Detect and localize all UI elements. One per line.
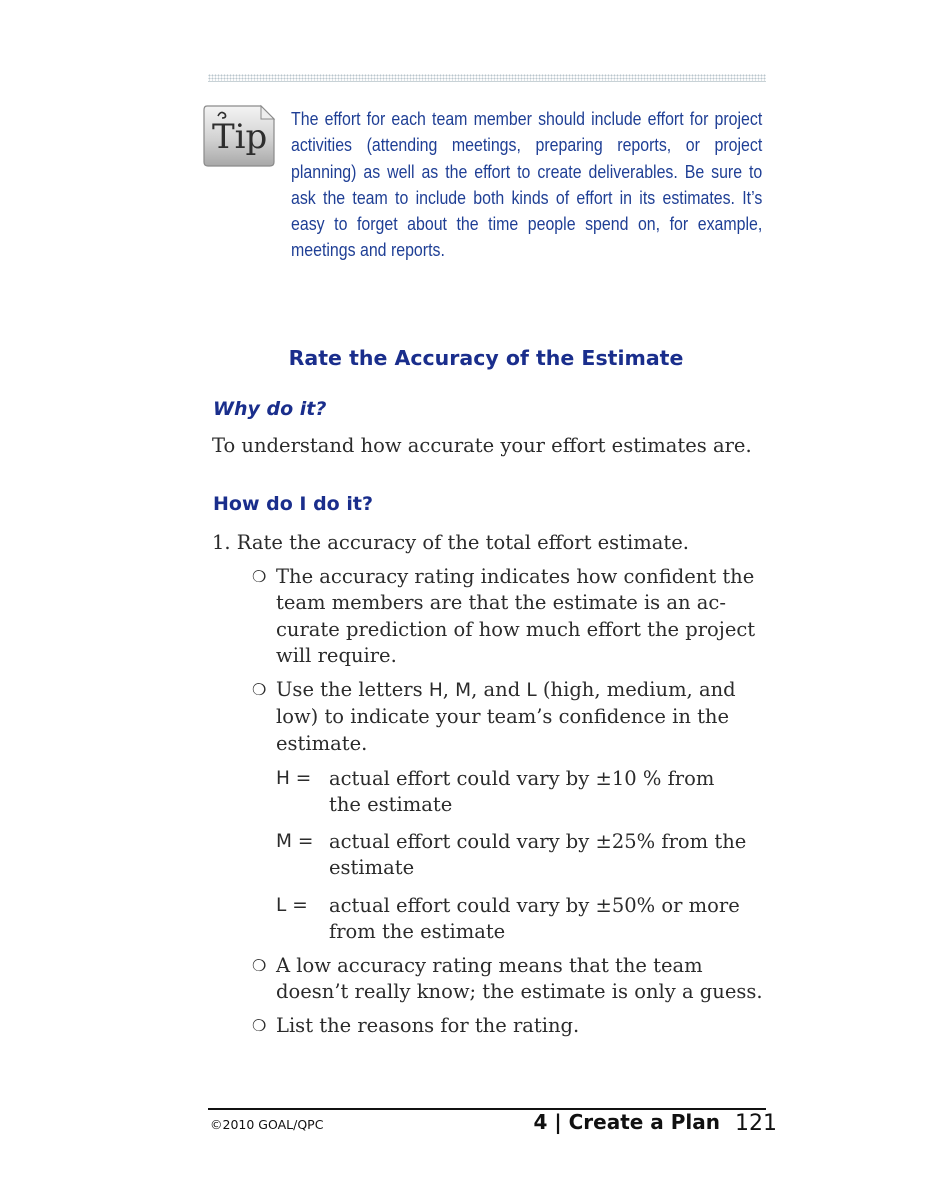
svg-text:Tip: Tip (212, 117, 268, 157)
tip-icon (201, 103, 277, 169)
definition-value: actual effort could vary by ±10 % from the estimate (329, 767, 715, 817)
list-item (252, 564, 757, 670)
definition-key: M = (276, 831, 314, 852)
bullet-icon: ❍ (252, 680, 267, 699)
top-rule-line (208, 81, 766, 82)
bullet-text-letters: Use the letters H, M, and L (high, medium, and low) to indicate your team’s confidence in the estimate. (276, 678, 736, 755)
how-heading: How do I do it? (213, 493, 373, 515)
definition-key: L = (276, 895, 308, 916)
bullet-icon: ❍ (252, 567, 267, 586)
bullet-icon: ❍ (252, 1016, 267, 1035)
bullet-text-reasons: List the reasons for the rating. (276, 1014, 580, 1037)
step-1: 1. Rate the accuracy of the total effort estimate. (212, 531, 689, 554)
why-text: To understand how accurate your effort estimates are. (212, 434, 752, 457)
definition-low (276, 893, 746, 946)
tip-text: The effort for each team member should include effort for project activities (attending meetings, preparing reports, or project planning) as well as the effort to create deliverables. Be sure to ask the team to include both kinds of effort in its estimates. It’s easy to forget about the time people spend on, for example, meetings and reports. (291, 108, 763, 261)
definition-high (276, 766, 746, 819)
copyright: ©2010 GOAL/QPC (210, 1117, 324, 1132)
list-item (252, 1013, 767, 1039)
list-item (252, 677, 757, 757)
definition-medium (276, 829, 746, 882)
definition-value: actual effort could vary by ±50% or more from the estimate (329, 894, 740, 944)
bullet-text-low-rating: A low accuracy rating means that the team doesn’t really know; the estimate is only a guess. (276, 954, 763, 1004)
why-heading: Why do it? (213, 398, 327, 420)
page-number: 121 (735, 1111, 777, 1136)
definition-key: H = (276, 768, 312, 789)
section-title: Rate the Accuracy of the Estimate (288, 346, 684, 370)
definition-value: actual effort could vary by ±25% from the estimate (329, 830, 747, 880)
list-item (252, 953, 764, 1006)
chapter-title: 4 | Create a Plan (533, 1110, 720, 1134)
bullet-text-confidence: The accuracy rating indicates how confident the team members are that the estimate is an ac-curate prediction of how much effort the project will require. (276, 565, 756, 668)
bullet-icon: ❍ (252, 956, 267, 975)
top-dotted-rule (208, 74, 766, 81)
